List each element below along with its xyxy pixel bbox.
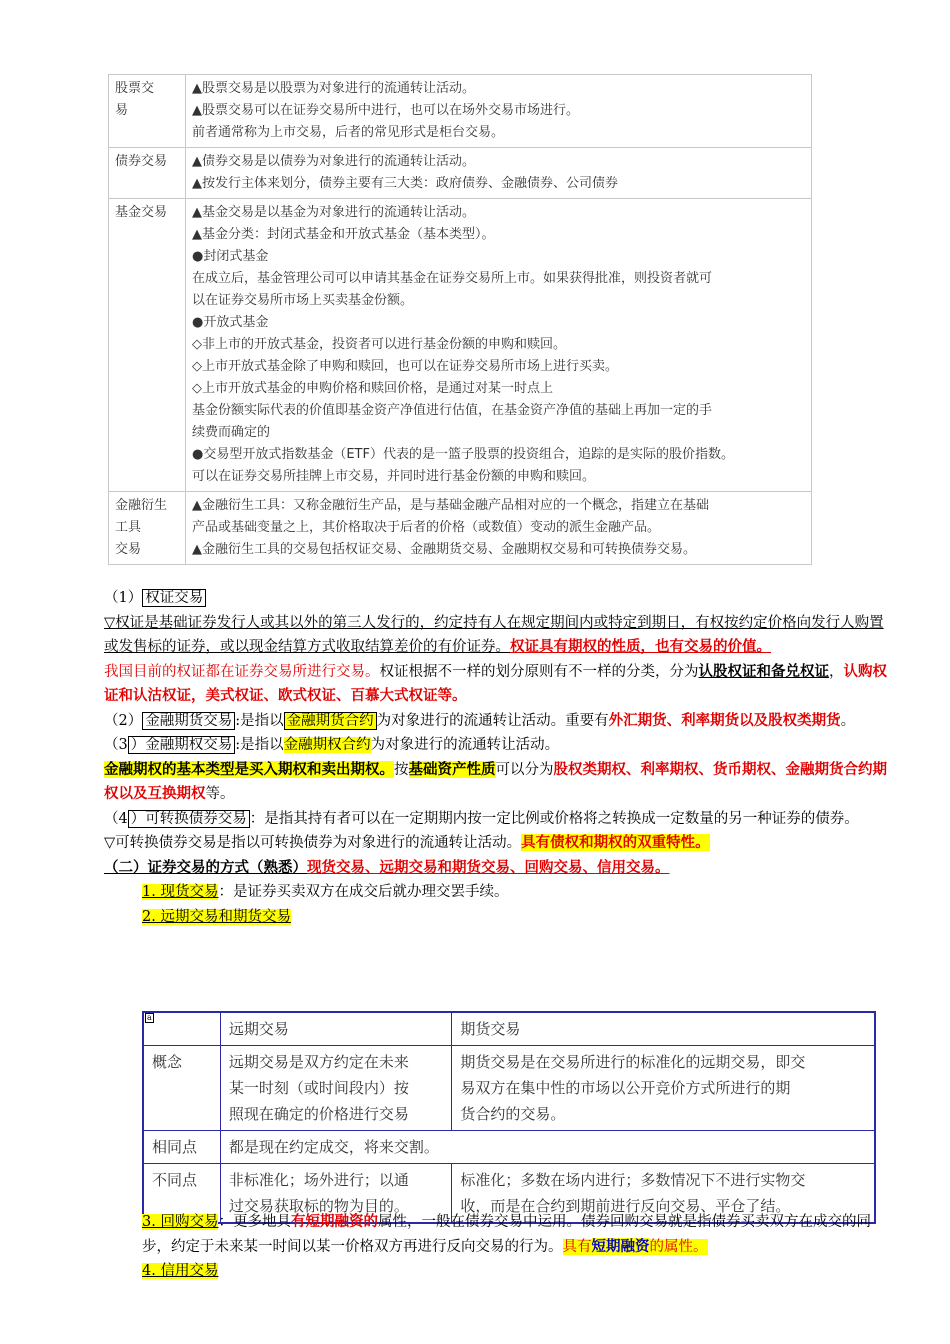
content-line: ▲金融衍生工具：又称金融衍生产品，是与基础金融产品相对应的一个概念，指建立在基础 (192, 498, 709, 513)
content-line: ▲基金交易是以基金为对象进行的流通转让活动。 (192, 205, 475, 220)
row-content (186, 148, 812, 199)
row-header (109, 199, 186, 492)
content-line: ▲债券交易是以债券为对象进行的流通转让活动。 (192, 154, 475, 169)
content-line: 在成立后，基金管理公司可以申请其基金在证券交易所上市。如果获得批准，则投资者就可 (192, 271, 713, 286)
table-cell (220, 1046, 452, 1131)
content-line: ◇非上市的开放式基金，投资者可以进行基金份额的申购和赎回。 (192, 337, 566, 352)
row-header-line: 交易 (115, 542, 142, 557)
item-repo-trading: 3. 回购交易：更多地具有短期融资的属性，一般在债券交易中运用。债券回购交易就是指债券买卖双方在成交的同步，约定于未来某一时间以某一价格双方再进行反向交易的行为。具有短期融资的属性。 (142, 1213, 871, 1255)
trading-methods-heading: （二）证券交易的方式（熟悉）现货交易、远期交易和期货交易、回购交易、信用交易。 (104, 858, 670, 876)
section-4: （4 ）可转换债券交易 ：是指其持有者可以在一定期期内按一定比例或价格将之转换成一定数量的另一种证券的债券。 (104, 810, 859, 827)
content-line: 产品或基础变量之上，其价格取决于后者的价格（或数值）变动的派生金融产品。 (192, 520, 661, 535)
table-row (109, 75, 812, 148)
row-header (109, 75, 186, 148)
cell-line: 照现在确定的价格进行交易 (228, 1105, 409, 1123)
financial-futures-title: 金融期货交易 (142, 712, 235, 730)
row-content (186, 75, 812, 148)
cell-line: 过交易获取标的物为目的。 (228, 1197, 409, 1215)
convertible-bond-title: ）可转换债券交易 (128, 810, 250, 828)
content-line: 以在证券交易所市场上买卖基金份额。 (192, 293, 414, 308)
cell-line: 远期交易是双方约定在未来 (228, 1053, 409, 1071)
column-header (143, 1012, 220, 1046)
item-forward-futures: 2. 远期交易和期货交易 (142, 908, 291, 925)
content-line: 前者通常称为上市交易，后者的常见形式是柜台交易。 (192, 125, 505, 140)
content-line: ▲基金分类：封闭式基金和开放式基金（基本类型）。 (192, 227, 495, 242)
section-2: （2） 金融期货交易 :是指以 金融期货合约 为对象进行的流通转让活动。重要有外汇期货、利率期货以及股权类期货。 (104, 711, 856, 729)
forward-vs-futures-table-wrap (142, 1011, 876, 1224)
cell-line: 货合约的交易。 (460, 1105, 566, 1123)
convertible-bond-definition: ▽可转换债券交易是指以可转换债券为对象进行的流通转让活动。具有债权和期权的双重特性。 (104, 834, 710, 851)
forward-vs-futures-table (142, 1011, 876, 1224)
row-content (186, 492, 812, 565)
body-text (104, 586, 894, 929)
financial-options-title: ）金融期权交易 (128, 736, 236, 754)
content-line: ◇上市开放式基金的申购价格和赎回价格，是通过对某一时点上 (192, 381, 553, 396)
tail-text (104, 1210, 894, 1284)
row-content (186, 199, 812, 492)
column-header: 期货交易 (452, 1012, 875, 1046)
content-line: 续费而确定的 (192, 425, 271, 440)
content-line: ●封闭式基金 (192, 249, 269, 264)
content-line: ▲股票交易可以在证券交易所中进行，也可以在场外交易市场进行。 (192, 103, 579, 118)
item-spot-trading: 1. 现货交易：是证券买卖双方在成交后就办理交罢手续。 (142, 884, 509, 900)
item-credit-trading: 4. 信用交易 (142, 1263, 219, 1279)
row-header (109, 148, 186, 199)
row-header: 相同点 (143, 1131, 220, 1164)
cell-line: 某一时刻（或时间段内）按 (228, 1079, 409, 1097)
exchange-types-table (108, 74, 812, 565)
table-row (109, 148, 812, 199)
row-header-line: 基金交易 (115, 205, 168, 220)
cell-line: 标准化；多数在场内进行；多数情况下不进行实物交 (460, 1171, 806, 1189)
row-header-line: 易 (115, 103, 129, 118)
column-header: 远期交易 (220, 1012, 452, 1046)
table-anchor-marker: a (147, 1013, 152, 1022)
warrant-trading-title: 权证交易 (142, 589, 206, 607)
table-row (109, 492, 812, 565)
row-header (109, 492, 186, 565)
content-line: ▲金融衍生工具的交易包括权证交易、金融期货交易、金融期权交易和可转换债券交易。 (192, 542, 696, 557)
content-line: 可以在证券交易所挂牌上市交易，并同时进行基金份额的申购和赎回。 (192, 469, 596, 484)
table-row (109, 199, 812, 492)
table-cell (452, 1046, 875, 1131)
options-types: 金融期权的基本类型是买入期权和卖出期权。按基础资产性质可以分为股权类期权、利率期权、货币期权、金融期货合约期权以及互换期权等。 (104, 760, 887, 802)
cell-line: 期货交易是在交易所进行的标准化的远期交易，即交 (460, 1053, 806, 1071)
row-header: 概念 (143, 1046, 220, 1131)
content-line: 基金份额实际代表的价值即基金资产净值进行估值，在基金资产净值的基础上再加一定的手 (192, 403, 713, 418)
warrant-definition: ▽权证是基础证券发行人或其以外的第三人发行的，约定持有人在规定期间内或特定到期日，有权按约定价格向发行人购置或发售标的证券，或以现金结算方式收取结算差价的有价证券。权证具有期权的性质，也有交易的价值。 (104, 614, 884, 655)
content-line: ▲股票交易是以股票为对象进行的流通转让活动。 (192, 81, 475, 96)
row-header-line: 股票交 (115, 81, 155, 96)
cell-line: 非标准化；场外进行；以通 (228, 1171, 409, 1189)
content-line: ●开放式基金 (192, 315, 269, 330)
section-1-heading: （1） 权证交易 (104, 586, 894, 611)
merged-cell: 都是现在约定成交，将来交割。 (220, 1131, 875, 1164)
content-line: ◇上市开放式基金除了申购和赎回，也可以在证券交易所市场上进行买卖。 (192, 359, 618, 374)
table-row (143, 1046, 875, 1131)
table-header-row (143, 1012, 875, 1046)
row-header-line: 工具 (115, 520, 142, 535)
content-line: ▲按发行主体来划分，债券主要有三大类：政府债券、金融债券、公司债券 (192, 176, 618, 191)
row-header-line: 债券交易 (115, 154, 168, 169)
table-row (143, 1131, 875, 1164)
section-3: （3 ）金融期权交易 :是指以金融期权合约为对象进行的流通转让活动。 (104, 737, 560, 753)
content-line: ●交易型开放式指数基金（ETF）代表的是一篮子股票的投资组合，追踪的是实际的股价指数。 (192, 447, 734, 462)
cell-line: 收，而是在合约到期前进行反向交易、平仓了结。 (460, 1197, 791, 1215)
cell-line: 易双方在集中性的市场以公开竞价方式所进行的期 (460, 1079, 791, 1097)
warrant-classification: 我国目前的权证都在证券交易所进行交易。权证根据不一样的划分原则有不一样的分类，分为认股权证和备兑权证，认购权证和认沽权证，美式权证、欧式权证、百慕大式权证等。 (104, 662, 887, 704)
row-header-line: 金融衍生 (115, 498, 168, 513)
row-header: 不同点 (143, 1164, 220, 1224)
